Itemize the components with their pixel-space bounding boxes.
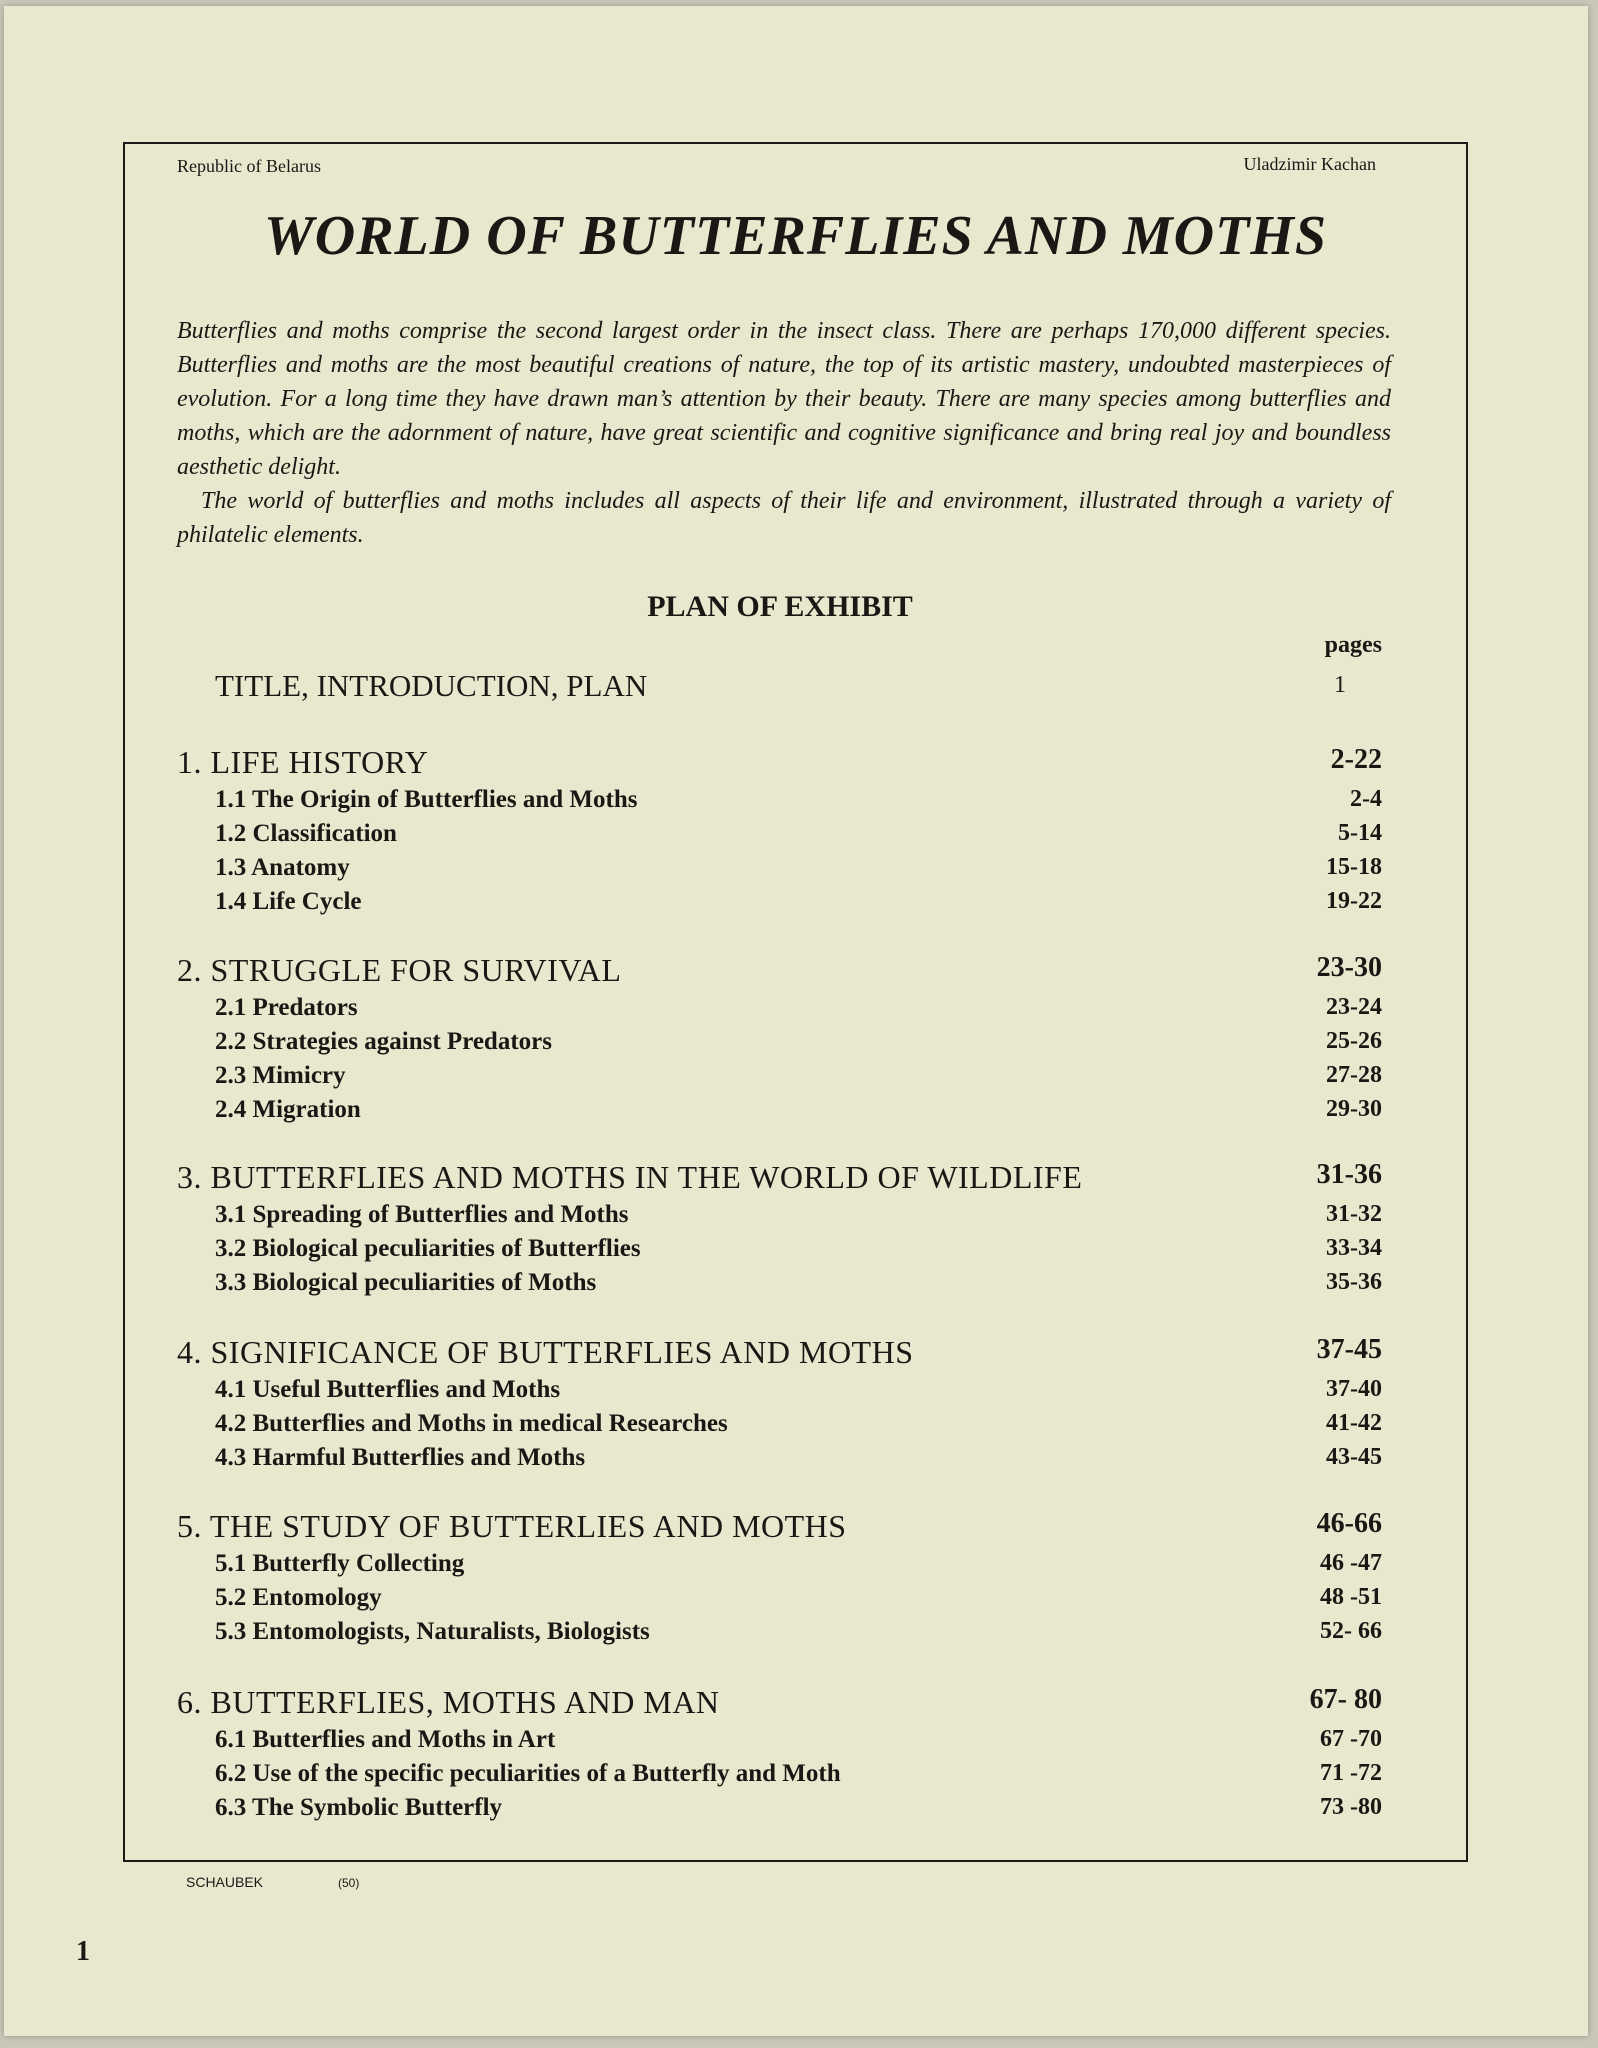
toc-subsection-label: 2.1 Predators [215, 994, 358, 1021]
toc-subsection-label: 5.3 Entomologists, Naturalists, Biologists [215, 1618, 650, 1645]
toc-subsection-pages: 27-28 [1326, 1062, 1382, 1088]
toc-subsection-label: 1.4 Life Cycle [215, 888, 362, 915]
toc-section-label: 5. THE STUDY OF BUTTERLIES AND MOTHS [177, 1508, 847, 1544]
page-number: 1 [76, 1936, 90, 1967]
page-title: WORLD OF BUTTERFLIES AND MOTHS [263, 205, 1328, 267]
toc-subsection-label: 3.2 Biological peculiarities of Butterflies [215, 1235, 641, 1262]
toc-section-label: 2. STRUGGLE FOR SURVIVAL [177, 952, 622, 988]
toc-subsection-pages: 2-4 [1350, 786, 1382, 812]
toc-section-pages: 23-30 [1316, 952, 1382, 983]
toc-section-label: 1. LIFE HISTORY [177, 744, 429, 780]
toc-subsection-label: 4.1 Useful Butterflies and Moths [215, 1376, 561, 1403]
intro-paragraph-1: Butterflies and moths comprise the second largest order in the insect class. There are perhaps 170,000 different species. Butterflies and moths are the most beautiful creations of nature, the top of its artistic mastery, undoubted masterpieces of evolution. For a long time they have drawn man’s attention by their beauty. There are many species among butterflies and moths, which are the adornment of nature, have great scientific and cognitive significance and bring real joy and boundless aesthetic delight. [177, 318, 1391, 480]
toc-subsection-pages: 31-32 [1326, 1201, 1382, 1227]
toc-section-pages: 37-45 [1316, 1334, 1382, 1365]
intro-paragraph-2: The world of butterflies and moths includes all aspects of their life and environment, illustrated through a variety of philatelic elements. [177, 488, 1391, 548]
toc-section-label: 4. SIGNIFICANCE OF BUTTERFLIES AND MOTHS [177, 1334, 914, 1370]
page-frame [123, 142, 1468, 1862]
toc-subsection-label: 2.2 Strategies against Predators [215, 1028, 552, 1055]
toc-subsection-pages: 73 -80 [1320, 1794, 1382, 1820]
toc-subsection-pages: 37-40 [1326, 1376, 1382, 1402]
footer-brand: SCHAUBEK [186, 1874, 264, 1890]
toc-subsection-label: 4.2 Butterflies and Moths in medical Researches [215, 1410, 728, 1437]
toc-subsection-label: 5.1 Butterfly Collecting [215, 1550, 465, 1577]
toc-subsection-label: 1.1 The Origin of Butterflies and Moths [215, 786, 638, 813]
toc-section-pages: 31-36 [1316, 1159, 1382, 1190]
toc-subsection-pages: 15-18 [1326, 854, 1382, 880]
introduction [177, 314, 1391, 552]
header-country: Republic of Belarus [177, 156, 321, 176]
toc-subsection-label: 6.1 Butterflies and Moths in Art [215, 1726, 556, 1753]
toc-subsection-label: 2.4 Migration [215, 1096, 361, 1123]
toc-subsection-pages: 5-14 [1338, 820, 1382, 846]
toc-section-label: 6. BUTTERFLIES, MOTHS AND MAN [177, 1684, 720, 1720]
toc-subsection-pages: 48 -51 [1320, 1584, 1382, 1610]
toc-subsection-pages: 43-45 [1326, 1444, 1382, 1470]
pages-column-label: pages [1324, 632, 1382, 658]
toc-subsection-pages: 46 -47 [1320, 1550, 1382, 1576]
toc-subsection-pages: 33-34 [1326, 1235, 1382, 1261]
toc-subsection-pages: 41-42 [1326, 1410, 1382, 1436]
toc-subsection-label: 1.3 Anatomy [215, 854, 350, 881]
toc-subsection-pages: 19-22 [1326, 888, 1382, 914]
toc-subsection-pages: 25-26 [1326, 1028, 1382, 1054]
toc-subsection-pages: 71 -72 [1320, 1760, 1382, 1786]
footer-code: (50) [338, 1876, 360, 1890]
toc-title-pages: 1 [1334, 672, 1346, 698]
toc-subsection-pages: 29-30 [1326, 1096, 1382, 1122]
album-page [4, 6, 1588, 2036]
toc-subsection-label: 4.3 Harmful Butterflies and Moths [215, 1444, 586, 1471]
toc-section-label: 3. BUTTERFLIES AND MOTHS IN THE WORLD OF WILDLIFE [177, 1159, 1083, 1195]
plan-heading: PLAN OF EXHIBIT [647, 590, 913, 623]
toc-title-label: TITLE, INTRODUCTION, PLAN [215, 668, 648, 703]
toc-subsection-label: 6.3 The Symbolic Butterfly [215, 1794, 503, 1821]
toc-subsection-label: 3.3 Biological peculiarities of Moths [215, 1269, 597, 1296]
toc-section-pages: 46-66 [1316, 1508, 1382, 1539]
header-author: Uladzimir Kachan [1243, 154, 1376, 174]
toc-subsection-label: 6.2 Use of the specific peculiarities of a Butterfly and Moth [215, 1760, 841, 1787]
toc-subsection-label: 3.1 Spreading of Butterflies and Moths [215, 1201, 629, 1228]
toc-section-pages: 2-22 [1330, 744, 1382, 775]
toc-subsection-pages: 23-24 [1326, 994, 1382, 1020]
toc-subsection-label: 1.2 Classification [215, 820, 397, 847]
toc-subsection-label: 2.3 Mimicry [215, 1062, 346, 1089]
toc-subsection-pages: 35-36 [1326, 1269, 1382, 1295]
toc-subsection-pages: 67 -70 [1320, 1726, 1382, 1752]
toc-subsection-label: 5.2 Entomology [215, 1584, 382, 1611]
toc-section-pages: 67- 80 [1309, 1684, 1382, 1715]
toc-subsection-pages: 52- 66 [1320, 1618, 1382, 1644]
